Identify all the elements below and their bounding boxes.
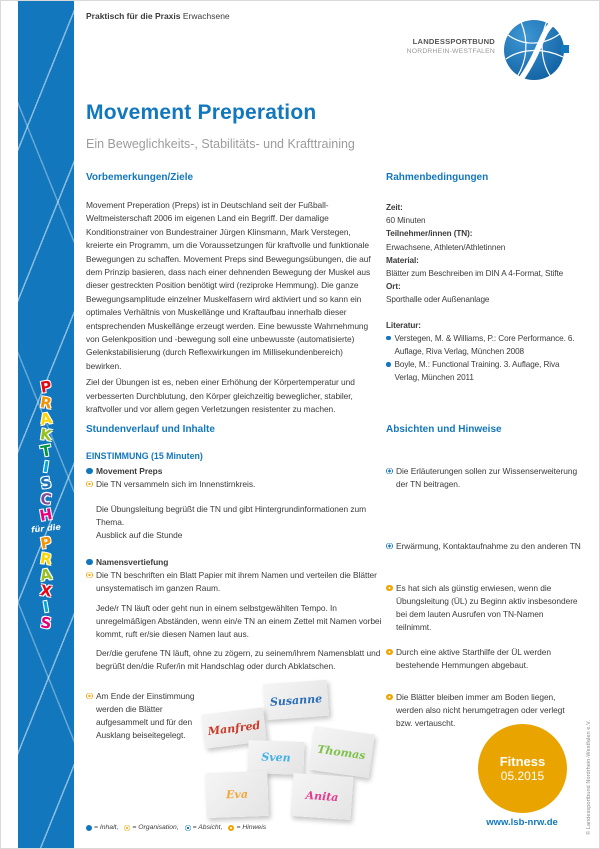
graffiti-letter: K bbox=[38, 425, 54, 445]
content-text: Die TN versammeln sich im Innenstirnkreis. bbox=[96, 479, 256, 489]
logo-line2: NORDRHEIN-WESTFALEN bbox=[406, 48, 495, 56]
rahmen-value: Sporthalle oder Außenanlage bbox=[386, 295, 490, 305]
page-title: Movement Preperation bbox=[86, 101, 317, 124]
content-text: Die TN beschriften ein Blatt Papier mit ihrem Namen und verteilen die Blätter unsystematisch im ganzen Raum. bbox=[96, 570, 377, 593]
content-text: Am Ende der Einstimmung werden die Blätter aufgesammelt und für den Ausklang beiseitegelegt. bbox=[96, 691, 195, 740]
inhalt-icon bbox=[86, 825, 92, 831]
content-item bbox=[86, 529, 388, 542]
issue-badge bbox=[478, 724, 567, 813]
inhalt-icon bbox=[86, 559, 93, 566]
note-name: Eva bbox=[225, 787, 249, 802]
note-name: Anita bbox=[305, 788, 339, 805]
hint-text: Es hat sich als günstig erwiesen, wenn die Übungsleitung (ÜL) zu Beginn aktiv insbesondere bei dem lauten Ausrufen von TN-Namen teilnimmt. bbox=[396, 583, 578, 632]
rahmen-item bbox=[386, 227, 579, 253]
legend-entry bbox=[86, 824, 118, 831]
content-text: Ausblick auf die Stunde bbox=[96, 530, 183, 540]
legend-label: = Organisation, bbox=[132, 824, 179, 831]
series-title: Praktisch für die Praxis bbox=[86, 11, 181, 21]
content-text: Der/die gerufene TN läuft, ohne zu zögern, zu seinem/ihrem Namensblatt und begrüßt den/die Rufer/in mit Handschlag oder durch Abklatschen. bbox=[96, 648, 381, 671]
rahmen-label: Teilnehmer/innen (TN): bbox=[386, 229, 473, 239]
rahmenbedingungen-list bbox=[386, 201, 579, 385]
series-audience: Erwachsene bbox=[182, 11, 230, 21]
hint-item bbox=[386, 691, 581, 730]
graffiti-letter: R bbox=[38, 393, 54, 413]
rahmen-label: Zeit: bbox=[386, 203, 403, 212]
hinweis-icon bbox=[386, 649, 393, 656]
name-note bbox=[291, 773, 354, 820]
graffiti-letter: I bbox=[41, 597, 51, 617]
rahmen-value: Blätter zum Beschreiben im DIN A 4-Format, Stifte bbox=[386, 269, 564, 279]
graffiti-letter: T bbox=[39, 441, 53, 461]
organisation-icon bbox=[86, 481, 93, 488]
rahmen-value: 60 Minuten bbox=[386, 216, 426, 226]
rahmen-item bbox=[386, 201, 579, 227]
organisation-icon bbox=[124, 825, 130, 831]
legend-entry bbox=[124, 824, 178, 831]
literatur-item bbox=[386, 358, 579, 384]
graffiti-letter: H bbox=[38, 505, 54, 525]
hint-text: Durch eine aktive Starthilfe der ÜL werden bestehende Hemmungen abgebaut. bbox=[396, 647, 551, 670]
content-item bbox=[86, 602, 388, 641]
graffiti-letter: I bbox=[41, 457, 51, 477]
graffiti-letter: S bbox=[39, 473, 53, 493]
name-note bbox=[205, 771, 269, 818]
badge-category: Fitness bbox=[499, 753, 546, 769]
graffiti-letter: X bbox=[38, 581, 54, 601]
literatur-item bbox=[386, 332, 579, 358]
content-item bbox=[86, 465, 378, 478]
rahmen-item bbox=[386, 254, 579, 280]
paragraph: Movement Preperation (Preps) ist in Deutschland seit der Fußball-Weltmeisterschaft 2006 im eigenen Land ein Begriff. Der damalige Konditionstrainer von Bundestrainer Jürgen Klinsmann, Mark Verstegen, kreierte ein Programm, um die Voraussetzungen für kraftvolle und funktionale Bewegungen zu schaffen. Movement Preps sind Bewegungsübungen, die auf dem Prinzip basieren, dass nach einer dehnenden Bewegung der Muskel aus dieser gestreckten Position benötigt wird (reziproke Hemmung). Die ganze Bewegungsamplitude einzelner Muskelfasern wird aktiviert und so kann ein optimales Verhältnis von Muskellänge und Kraftaufbau innerhalb dieser entsprechenden Muskellänge erzeugt werden. Eine bewusste Wahrnehmung von Gelenkposition und -bewegung soll eine unbewusste (automatisierte) Gelenkstabilisierung (durch Reflexwirkungen im Millisekundenbereich) bewirken. bbox=[86, 200, 371, 371]
content-text: Jede/r TN läuft oder geht nun in einem selbstgewählten Tempo. In unregelmäßigen Abständen, wenn ein/e TN an einem Zettel mit Namen vorbei kommt, ruft er/sie diesen Namen laut aus. bbox=[96, 603, 382, 639]
logo-line1: LANDESSPORTBUND bbox=[412, 37, 495, 46]
note-name: Manfred bbox=[207, 718, 261, 738]
hinweis-icon bbox=[228, 825, 234, 831]
rahmen-item bbox=[386, 280, 579, 306]
literatur-text: Boyle, M.: Functional Training. 3. Auflage, Riva Verlag, München 2011 bbox=[394, 360, 560, 383]
content-text: Die Übungsleitung begrüßt die TN und gibt Hintergrundinformationen zum Thema. bbox=[96, 504, 367, 527]
note-name: Susanne bbox=[269, 691, 323, 709]
absicht-icon bbox=[386, 468, 393, 475]
website-link[interactable]: www.lsb-nrw.de bbox=[486, 817, 558, 828]
content-item bbox=[86, 690, 202, 742]
graffiti-letter: A bbox=[38, 409, 54, 429]
note-name: Thomas bbox=[316, 742, 367, 762]
absicht-icon bbox=[386, 543, 393, 550]
graffiti-letter: R bbox=[38, 549, 54, 569]
graffiti-letter: S bbox=[39, 613, 53, 633]
list-bullet-icon bbox=[386, 336, 391, 341]
name-note bbox=[247, 740, 304, 775]
logo-wordmark bbox=[407, 37, 495, 56]
sidebar-decoration bbox=[18, 1, 74, 849]
legend-label: = Absicht, bbox=[192, 824, 223, 831]
content-item bbox=[86, 556, 378, 569]
hint-item bbox=[386, 540, 581, 553]
hint-item bbox=[386, 465, 581, 491]
organisation-icon bbox=[86, 572, 93, 579]
literatur-label: Literatur: bbox=[386, 320, 421, 330]
content-item bbox=[86, 569, 378, 595]
rahmen-label: Ort: bbox=[386, 282, 401, 292]
content-text: Namensvertiefung bbox=[96, 557, 169, 567]
phase-label: EINSTIMMUNG (15 Minuten) bbox=[86, 451, 203, 461]
globe-logo-icon bbox=[503, 17, 569, 83]
name-note bbox=[263, 680, 329, 720]
absicht-icon bbox=[185, 825, 191, 831]
heading-stundenverlauf: Stundenverlauf und Inhalte bbox=[86, 424, 215, 435]
hint-text: Die Blätter bleiben immer am Boden liegen, werden also nicht herumgetragen oder verlegt bzw. vertauscht. bbox=[396, 692, 565, 728]
legend-label: = Inhalt, bbox=[94, 824, 119, 831]
praxis-graffiti bbox=[18, 379, 74, 631]
hint-text: Erwärmung, Kontaktaufnahme zu den anderen TN bbox=[396, 541, 581, 551]
hinweis-icon bbox=[386, 694, 393, 701]
paragraph: Ziel der Übungen ist es, neben einer Erhöhung der Körpertemperatur und verbesserten Durchblutung, den Körper gleichzeitig beweglicher, stabiler, kraftvoller und vor allem gegen Verletzungen resistenter zu machen. bbox=[86, 377, 355, 415]
heading-absichten: Absichten und Hinweise bbox=[386, 424, 502, 435]
rahmen-value: Erwachsene, Athleten/Athletinnen bbox=[386, 242, 506, 252]
hint-item bbox=[386, 582, 581, 634]
icon-legend bbox=[86, 824, 266, 831]
content-text: Movement Preps bbox=[96, 466, 163, 476]
legend-entry bbox=[185, 824, 223, 831]
heading-rahmenbedingungen: Rahmenbedingungen bbox=[386, 172, 489, 183]
vorbemerkungen-text bbox=[86, 199, 377, 420]
organisation-icon bbox=[86, 693, 93, 700]
page-subtitle: Ein Beweglichkeits-, Stabilitäts- und Krafttraining bbox=[86, 137, 355, 151]
badge-issue-date: 05.2015 bbox=[500, 768, 545, 783]
graffiti-letter: P bbox=[39, 377, 53, 397]
heading-vorbemerkungen: Vorbemerkungen/Ziele bbox=[86, 172, 194, 183]
literatur-text: Verstegen, M. & Williams, P.: Core Performance. 6. Auflage, Riva Verlag, München 2008 bbox=[394, 333, 575, 357]
hint-text: Die Erläuterungen sollen zur Wissenserweiterung der TN beitragen. bbox=[396, 466, 578, 489]
hint-item bbox=[386, 646, 581, 672]
note-name: Sven bbox=[261, 750, 291, 765]
content-item bbox=[86, 478, 378, 491]
graffiti-letter: P bbox=[39, 533, 53, 553]
hinweis-icon bbox=[386, 585, 393, 592]
inhalt-icon bbox=[86, 468, 93, 475]
graffiti-connector: für die bbox=[30, 522, 62, 535]
copyright-vertical: © Landessportbund Nordrhein-Westfalen e.V. bbox=[586, 720, 592, 835]
graffiti-letter: A bbox=[38, 565, 54, 585]
name-note bbox=[308, 726, 375, 778]
legend-label: = Hinweis bbox=[236, 824, 267, 831]
rahmen-label: Material: bbox=[386, 255, 419, 265]
list-bullet-icon bbox=[386, 362, 391, 367]
legend-entry bbox=[228, 824, 266, 831]
series-kicker bbox=[86, 11, 230, 21]
content-item bbox=[86, 503, 388, 529]
graffiti-letter: C bbox=[39, 489, 53, 509]
content-item bbox=[86, 647, 388, 673]
